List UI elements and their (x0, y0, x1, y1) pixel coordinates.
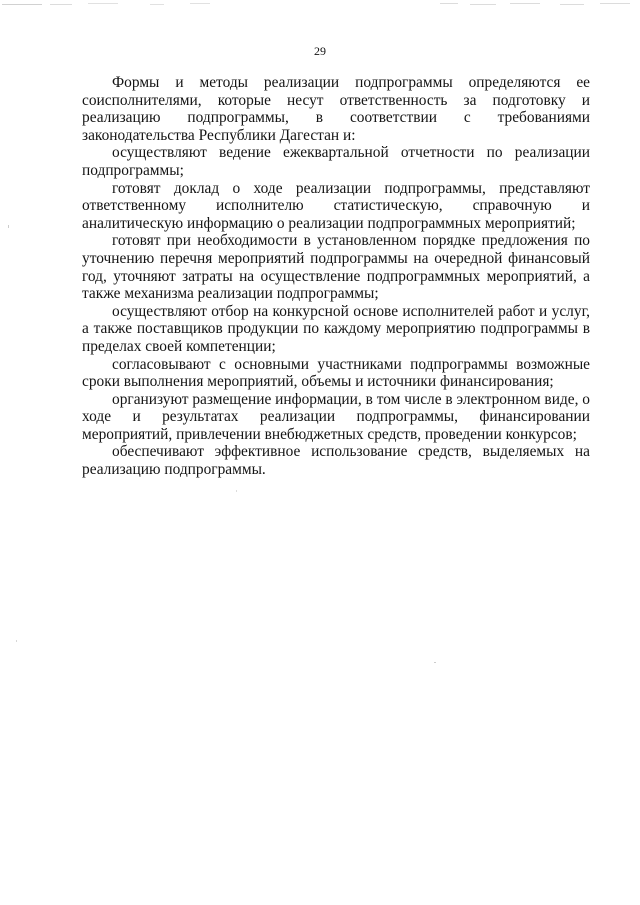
paragraph-proposals: готовят при необходимости в установленном порядке предложения по уточнению перечня мероприятий подпрограммы на очередной финансовый год, уточняют затраты на осуществление подпрограммных мероприятий, а также механизма реализации подпрограммы; (82, 232, 590, 303)
paragraph-report-preparation: готовят доклад о ходе реализации подпрограммы, представляют ответственному исполнителю статистическую, справочную и аналитическую информацию о реализации подпрограммных мероприятий; (82, 179, 590, 232)
document-body (82, 74, 590, 479)
paragraph-information: организуют размещение информации, в том числе в электронном виде, о ходе и результатах реализации подпрограммы, финансировании мероприятий, привлечении внебюджетных средств, проведении конкурсов; (82, 390, 590, 443)
paragraph-funds-use: обеспечивают эффективное использование средств, выделяемых на реализацию подпрограммы. (82, 443, 590, 479)
paragraph-reporting: осуществляют ведение ежеквартальной отчетности по реализации подпрограммы; (82, 144, 590, 179)
paragraph-contractor-selection: осуществляют отбор на конкурсной основе исполнителей работ и услуг, а также поставщиков продукции по каждому мероприятию подпрограммы в пределах своей компетенции; (82, 302, 590, 355)
paragraph-intro: Формы и методы реализации подпрограммы определяются ее соисполнителями, которые несут ответственность за подготовку и реализацию подпрограммы, в соответствии с требованиями законодательства Республики Дагестан и: (82, 74, 590, 144)
page-number: 29 (314, 44, 326, 58)
paragraph-coordination: согласовывают с основными участниками подпрограммы возможные сроки выполнения мероприятий, объемы и источники финансирования; (82, 355, 590, 391)
